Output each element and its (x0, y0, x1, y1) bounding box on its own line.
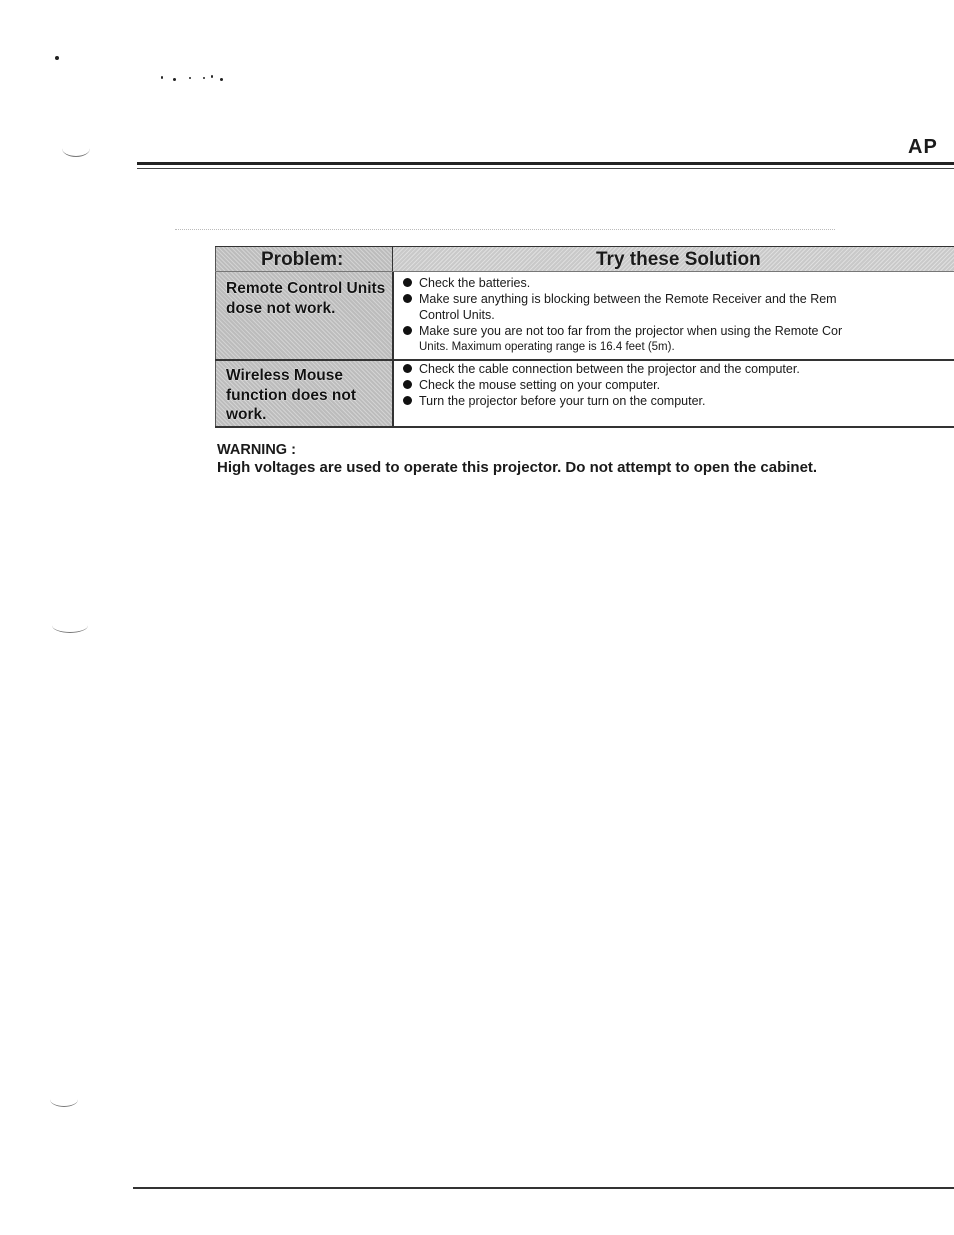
solution-text: Check the batteries. (419, 276, 531, 290)
solution-item (402, 275, 954, 291)
scan-speck (55, 56, 59, 60)
scan-speck (161, 76, 163, 79)
scan-speck (220, 78, 223, 81)
solution-text: Make sure you are not too far from the projector when using the Remote Cor (419, 324, 843, 338)
solution-text: Turn the projector before your turn on the computer. (419, 394, 706, 408)
solution-text-continued: Units. Maximum operating range is 16.4 feet (5m). (419, 341, 675, 353)
scan-speck (211, 75, 213, 78)
solution-item (402, 361, 954, 377)
scan-speck (189, 77, 191, 79)
problem-cell: Wireless Mouse function does not work. (226, 367, 357, 423)
scan-speck (203, 77, 205, 79)
scan-speck (173, 78, 176, 81)
bullet-icon (403, 326, 412, 335)
solution-item (402, 291, 954, 323)
problem-cell: Remote Control Units dose not work. (226, 280, 386, 317)
bullet-icon (403, 294, 412, 303)
solution-heading: Try these Solution (596, 249, 761, 270)
bullet-icon (403, 380, 412, 389)
solution-text: Check the mouse setting on your computer. (419, 378, 661, 392)
punch-hole-mark (62, 140, 90, 157)
troubleshooting-table (215, 246, 954, 428)
problem-heading: Problem: (261, 249, 344, 270)
solution-item (402, 393, 954, 409)
table-border-bottom (215, 426, 954, 428)
solution-item (402, 377, 954, 393)
punch-hole-mark (52, 618, 88, 633)
dotted-divider (175, 229, 835, 230)
solution-list (402, 361, 954, 409)
table-border-top (215, 246, 954, 247)
solution-item (402, 323, 954, 355)
warning-text: High voltages are used to operate this projector. Do not attempt to open the cabinet. (217, 459, 818, 476)
header-rule-thin (137, 168, 954, 169)
punch-hole-mark (50, 1092, 78, 1107)
warning-title: WARNING : (217, 442, 296, 458)
section-tag: AP (908, 136, 938, 158)
solution-text: Check the cable connection between the projector and the computer. (419, 362, 800, 376)
bullet-icon (403, 396, 412, 405)
solution-text: Make sure anything is blocking between the Remote Receiver and the Rem (419, 292, 837, 306)
header-rule (137, 162, 954, 165)
footer-rule (133, 1187, 954, 1189)
solution-text-continued: Control Units. (419, 308, 495, 322)
bullet-icon (403, 364, 412, 373)
table-header-divider (215, 271, 954, 272)
solution-list (402, 275, 954, 355)
bullet-icon (403, 278, 412, 287)
